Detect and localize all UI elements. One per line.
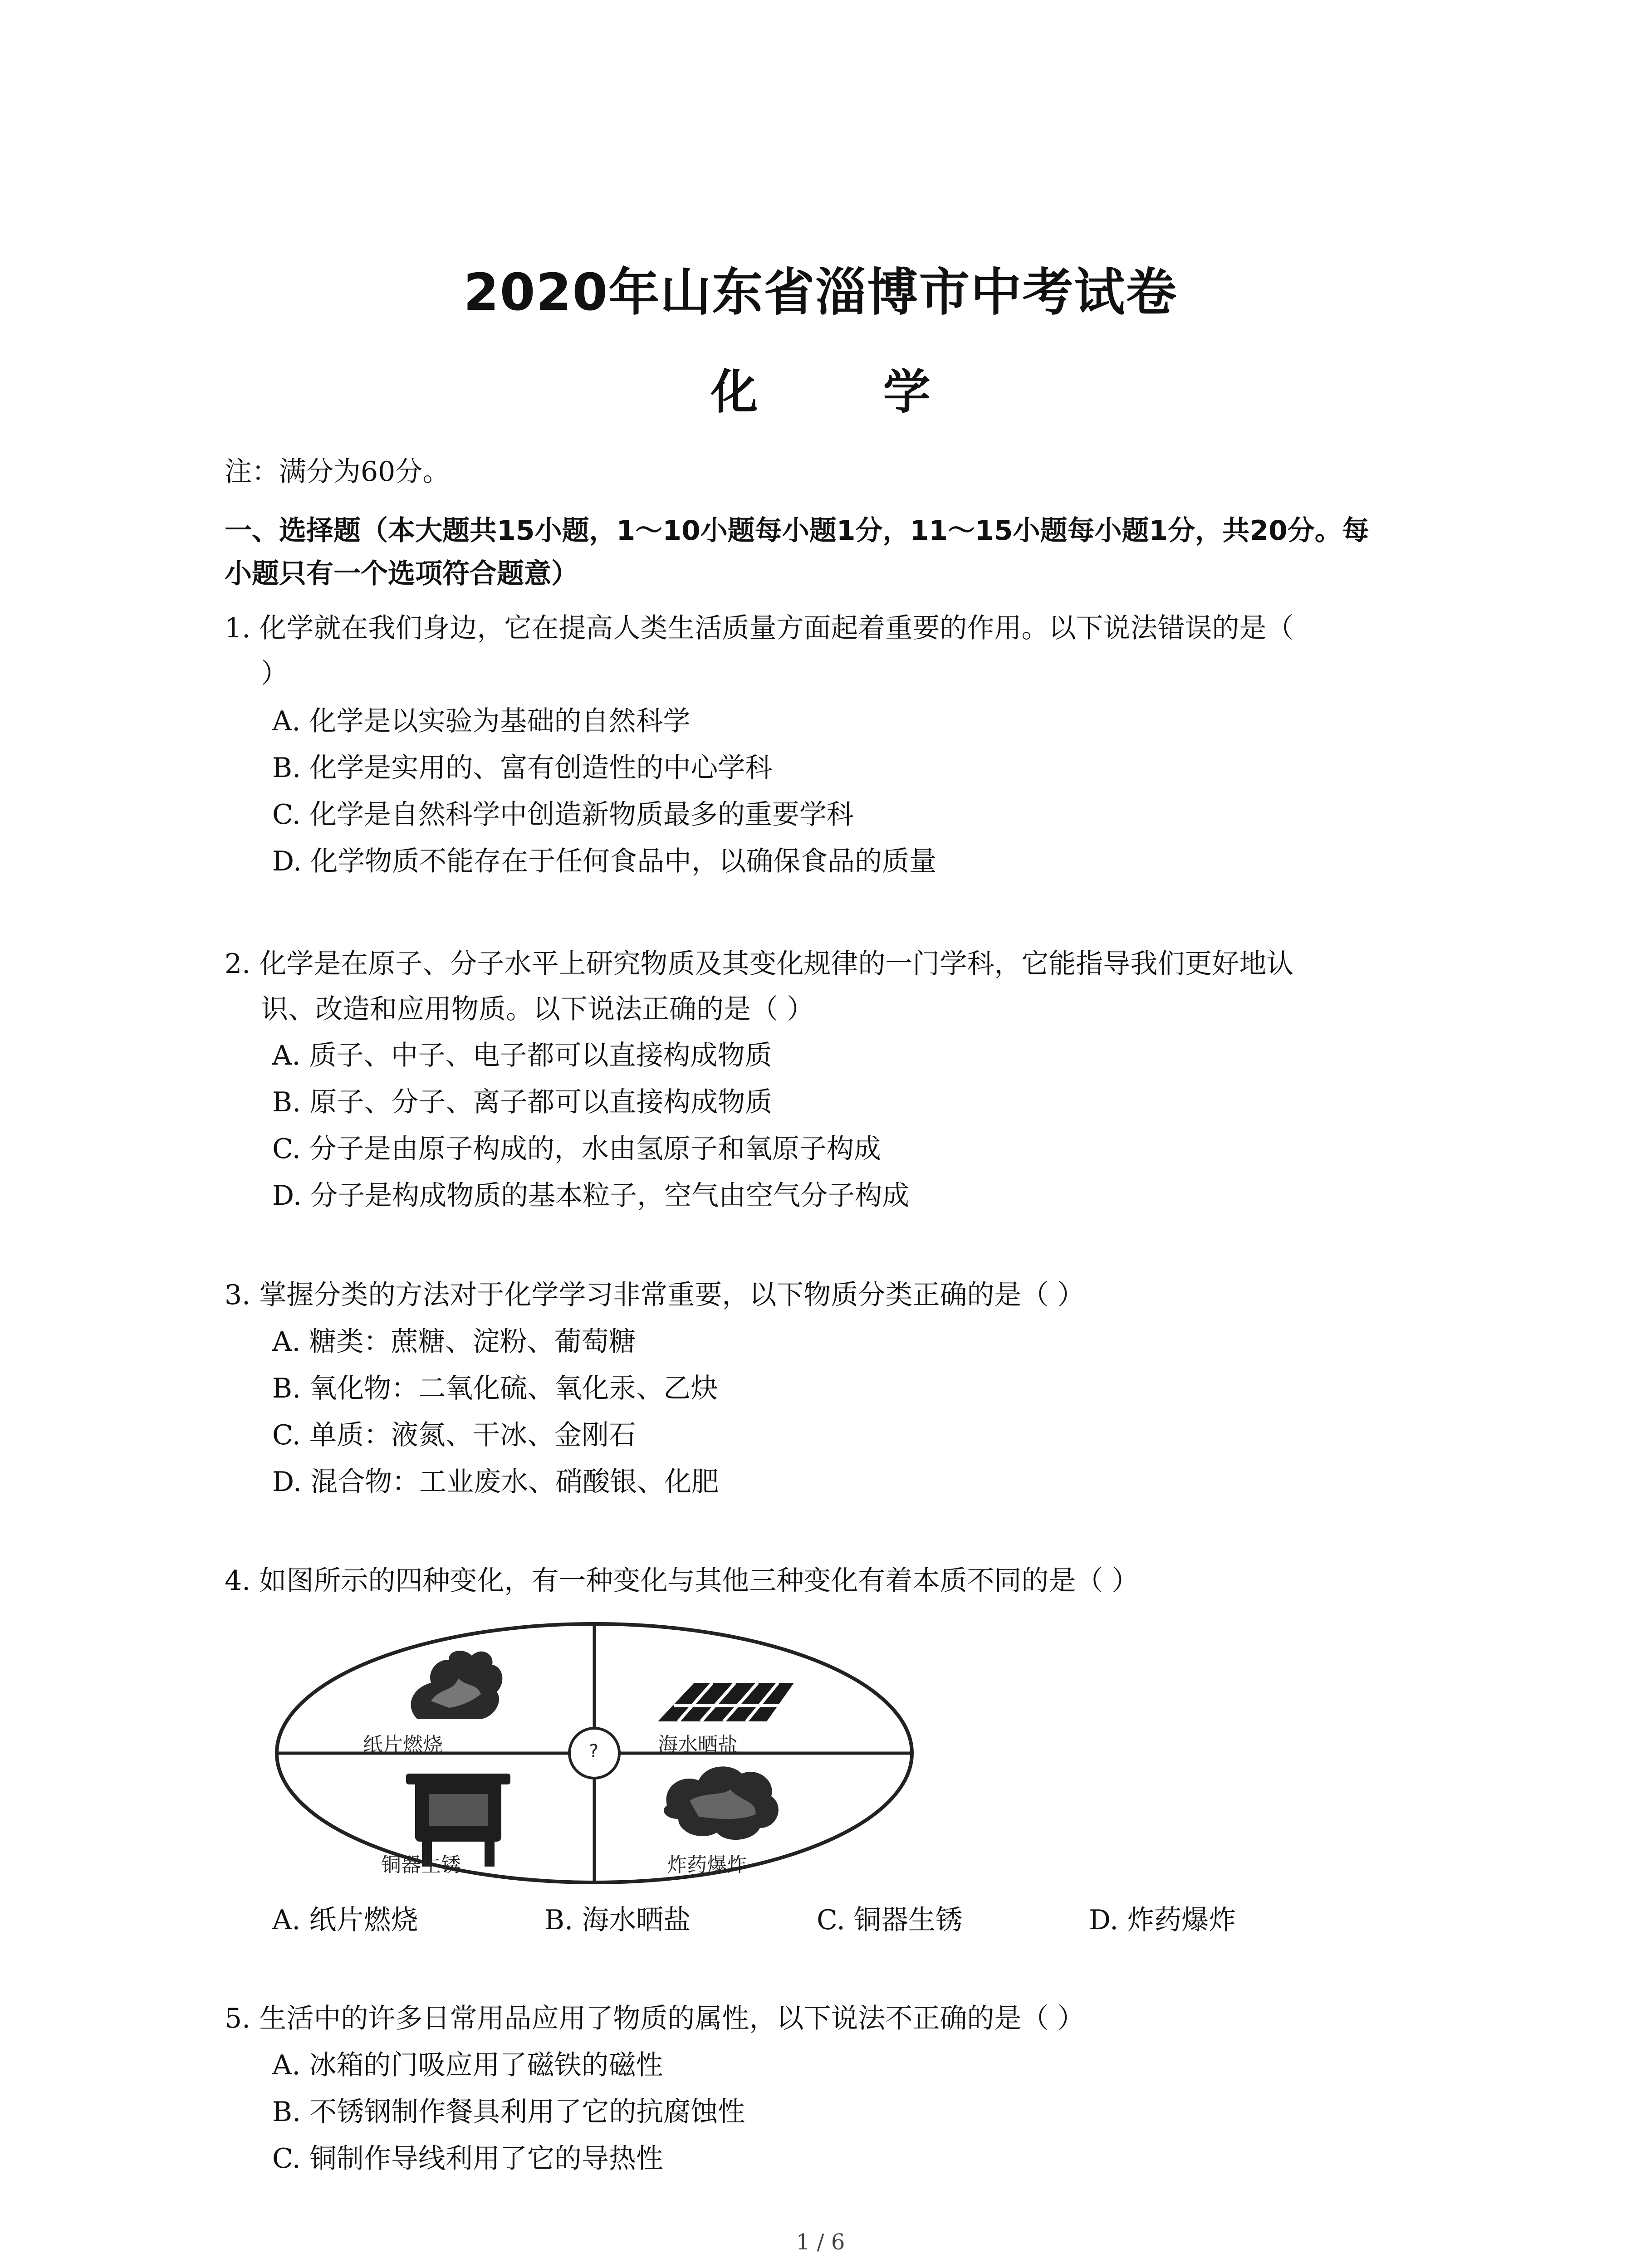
exam-title: 2020年山东省淄博市中考试卷 [463,263,1178,322]
question-4-stem: 4. 如图所示的四种变化，有一种变化与其他三种变化有着本质不同的是（ ） [225,1565,1139,1597]
question-5-option-c: C. 铜制作导线利用了它的导热性 [272,2143,663,2175]
question-4-option-a: A. 纸片燃烧 [272,1904,418,1936]
question-1-option-d: D. 化学物质不能存在于任何食品中，以确保食品的质量 [272,846,937,877]
question-1-stem: 1. 化学就在我们身边，它在提高人类生活质量方面起着重要的作用。以下说法错误的是（ [225,612,1294,644]
page-number: 1 / 6 [796,2229,845,2255]
question-5-option-a: A. 冰箱的门吸应用了磁铁的磁性 [272,2049,663,2081]
figure-center-mark: ? [589,1741,599,1762]
explosion-icon [664,1766,779,1840]
question-2-stem: 2. 化学是在原子、分子水平上研究物质及其变化规律的一门学科，它能指导我们更好地认 [225,948,1294,980]
question-1-option-b: B. 化学是实用的、富有创造性的中心学科 [272,752,773,784]
question-3-stem: 3. 掌握分类的方法对于化学学习非常重要，以下物质分类正确的是（ ） [225,1279,1085,1311]
question-3-option-a: A. 糖类：蔗糖、淀粉、葡萄糖 [272,1326,636,1358]
question-1-stem-cont: ） [261,658,288,689]
figure-label-burning-paper: 纸片燃烧 [363,1733,443,1756]
question-5-stem: 5. 生活中的许多日常用品应用了物质的属性，以下说法不正确的是（ ） [225,2003,1085,2034]
section-heading-line1: 一、选择题（本大题共15小题，1～10小题每小题1分，11～15小题每小题1分，共20分。每 [225,515,1369,547]
question-4-figure [268,1615,921,1887]
question-2-option-b: B. 原子、分子、离子都可以直接构成物质 [272,1086,773,1118]
question-1-option-a: A. 化学是以实验为基础的自然科学 [272,705,691,737]
score-note: 注：满分为60分。 [225,456,450,488]
question-3-option-c: C. 单质：液氮、干冰、金刚石 [272,1419,636,1451]
subject-title: 化 学 [710,364,985,420]
question-4-options [272,1898,1361,1935]
question-1-option-c: C. 化学是自然科学中创造新物质最多的重要学科 [272,799,854,831]
question-3-option-d: D. 混合物：工业废水、硝酸银、化肥 [272,1466,719,1498]
question-2-stem-cont: 识、改造和应用物质。以下说法正确的是（ ） [261,993,814,1025]
burning-paper-icon [411,1651,503,1719]
question-4-option-d: D. 炸药爆炸 [1089,1904,1236,1936]
figure-label-copper-rust: 铜器生锈 [381,1853,461,1877]
figure-label-sea-salt: 海水晒盐 [658,1733,738,1756]
section-heading-line2: 小题只有一个选项符合题意） [225,558,578,590]
question-5-option-b: B. 不锈钢制作餐具利用了它的抗腐蚀性 [272,2096,745,2128]
question-2-option-a: A. 质子、中子、电子都可以直接构成物质 [272,1040,772,1071]
question-2-option-c: C. 分子是由原子构成的，水由氢原子和氧原子构成 [272,1133,881,1165]
question-3-option-b: B. 氧化物：二氧化硫、氧化汞、乙炔 [272,1373,718,1404]
figure-label-explosive: 炸药爆炸 [667,1853,747,1877]
question-2-option-d: D. 分子是构成物质的基本粒子，空气由空气分子构成 [272,1180,910,1212]
question-4-option-b: B. 海水晒盐 [544,1904,691,1936]
salt-pans-icon [658,1683,794,1721]
question-4-option-c: C. 铜器生锈 [817,1904,963,1936]
